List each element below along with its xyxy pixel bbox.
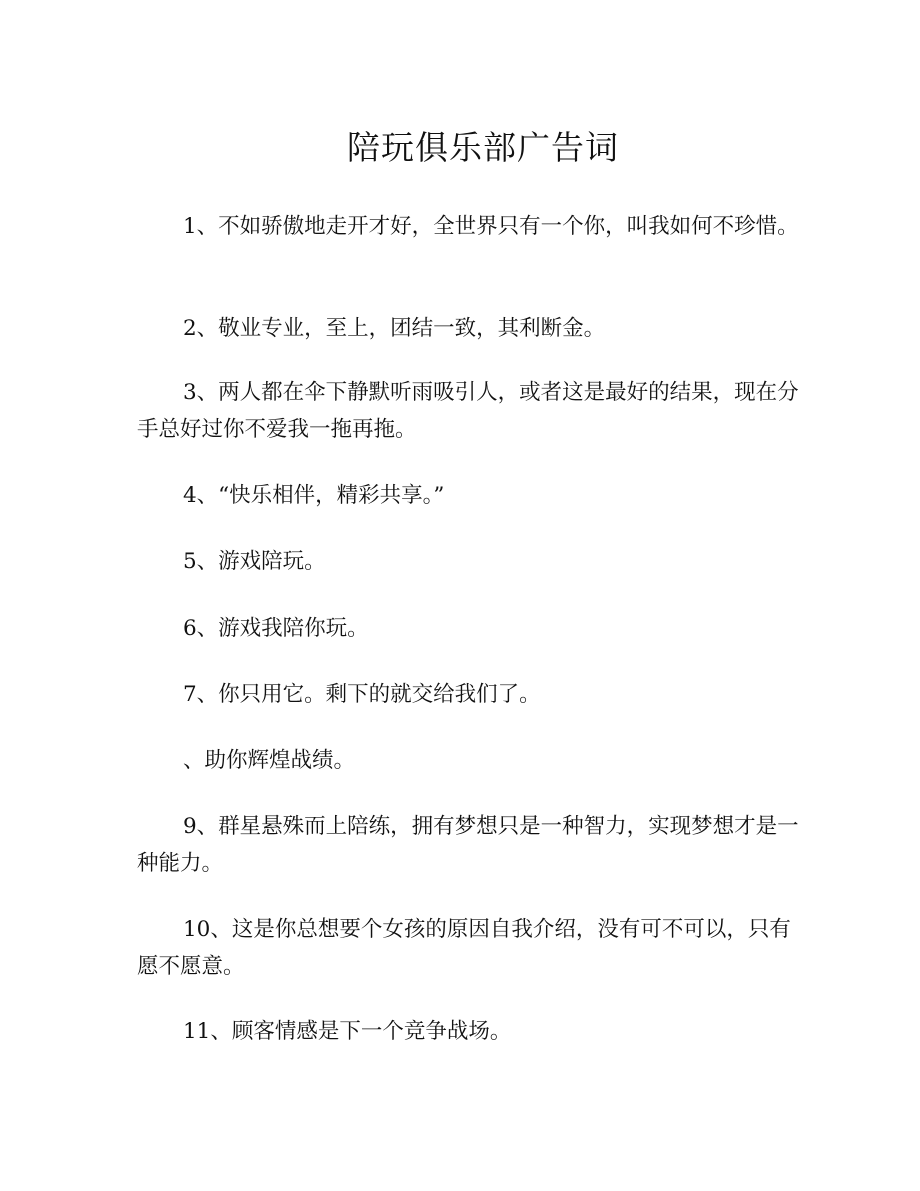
- ad-slogan-item: 、助你辉煌战绩。: [183, 748, 356, 773]
- ad-slogan-item: 10、这是你总想要个女孩的原因自我介绍，没有可不可以，只有愿不愿意。: [137, 917, 791, 979]
- ad-slogan-item: 9、群星悬殊而上陪练，拥有梦想只是一种智力，实现梦想才是一种能力。: [137, 814, 799, 876]
- ad-slogan-item: 3、两人都在伞下静默听雨吸引人，或者这是最好的结果，现在分手总好过你不爱我一拖再拖。: [137, 380, 799, 442]
- document-title: 陪玩俱乐部广告词: [347, 128, 619, 167]
- ad-slogan-item: 4、“快乐相伴，精彩共享。”: [183, 483, 445, 508]
- ad-slogan-item: 5、游戏陪玩。: [183, 549, 326, 574]
- ad-slogan-item: 1、不如骄傲地走开才好，全世界只有一个你，叫我如何不珍惜。: [183, 214, 799, 239]
- ad-slogan-item: 11、顾客情感是下一个竞争战场。: [183, 1019, 512, 1044]
- ad-slogan-item: 2、敬业专业，至上，团结一致，其利断金。: [183, 316, 606, 341]
- ad-slogan-item: 6、游戏我陪你玩。: [183, 616, 369, 641]
- ad-slogan-item: 7、你只用它。剩下的就交给我们了。: [183, 682, 541, 707]
